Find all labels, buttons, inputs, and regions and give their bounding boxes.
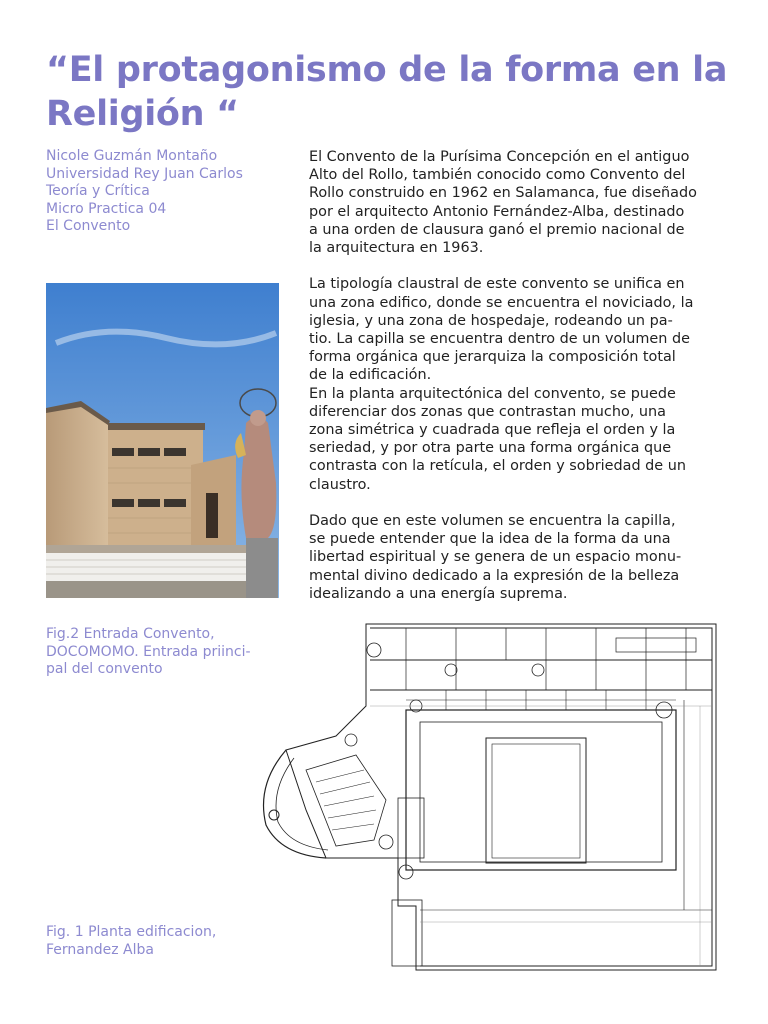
body-text	[309, 148, 721, 603]
floor-plan-drawing	[246, 610, 722, 982]
author-info	[46, 148, 296, 236]
practice-name: Micro Practica 04	[46, 200, 167, 217]
paragraph-2: La tipología claustral de este convento se unifica en una zona edifico, donde se encuentra el noviciado, la iglesia, y una zona de hospedaje, rodeando un pa- tio. La capilla se encuentra dentro de un volumen de forma orgánica que jerarquiza la composición total de la edificación.	[309, 276, 694, 384]
paragraph-4: Dado que en este volumen se encuentra la capilla, se puede entender que la idea de la forma da una libertad espiritual y se genera de un espacio monu- mental divino dedicado a la expresión de la belleza idealizando a una energía suprema.	[309, 513, 682, 602]
figure-2-caption: Fig.2 Entrada Convento, DOCOMOMO. Entrada priinci- pal del convento	[46, 626, 251, 678]
topic-name: El Convento	[46, 218, 131, 235]
convent-entrance-photo	[46, 283, 279, 598]
paragraph-3: En la planta arquitectónica del convento, se puede diferenciar dos zonas que contrastan mucho, una zona simétrica y cuadrada que refleja el orden y la seriedad, y por otra parte una forma orgánica que contrasta con la retícula, el orden y sobriedad de un claustro.	[309, 385, 686, 493]
page-title: “El protagonismo de la forma en la Religión “	[46, 50, 728, 134]
paragraph-1: El Convento de la Purísima Concepción en el antiguo Alto del Rollo, también conocido como Convento del Rollo construido en 1962 en Salamanca, fue diseñado por el arquitecto Antonio Fernández-Alba, destinado a una orden de clausura ganó el premio nacional de la arquitectura en 1963.	[309, 149, 697, 257]
course-name: Teoría y Crítica	[46, 183, 150, 200]
figure-1-caption: Fig. 1 Planta edificacion, Fernandez Alba	[46, 924, 217, 958]
university-name: Universidad Rey Juan Carlos	[46, 165, 243, 182]
author-name: Nicole Guzmán Montaño	[46, 148, 218, 164]
